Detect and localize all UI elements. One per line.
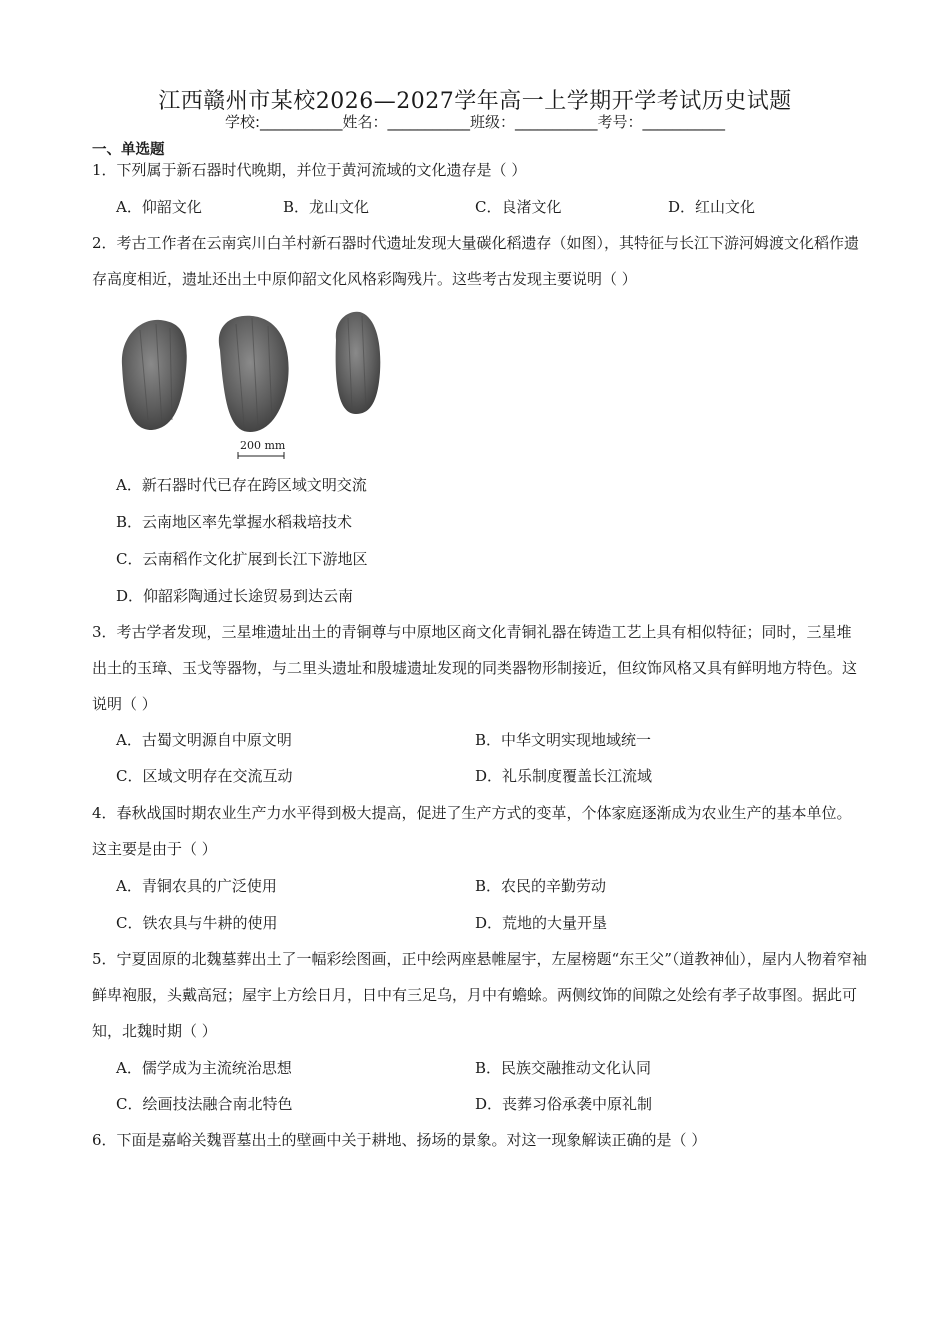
- q5-option-c: C．绘画技法融合南北特色: [116, 1095, 293, 1113]
- q3-option-a: A．古蜀文明源自中原文明: [116, 731, 292, 749]
- scale-label: 200 mm: [240, 439, 286, 452]
- question-3-stem: 3．考古学者发现，三星堆遗址出土的青铜尊与中原地区商文化青铜礼器在铸造工艺上具有相似特征；同时，三星堆出土的玉璋、玉戈等器物，与二里头遗址和殷墟遗址发现的同类器物形制接近，但纹饰风格又具有鲜明地方特色。这说明（ ）: [92, 623, 858, 713]
- q2-option-c: C．云南稻作文化扩展到长江下游地区: [116, 550, 368, 568]
- q3-option-b: B．中华文明实现地域统一: [475, 731, 652, 749]
- q4-option-d: D．荒地的大量开垦: [475, 914, 608, 932]
- question-5-stem: 5．宁夏固原的北魏墓葬出土了一幅彩绘图画，正中绘两座悬帷屋宇，左屋榜题“东王父”（道教神仙），屋内人物着窄袖鲜卑袍服，头戴高冠；屋宇上方绘日月，日中有三足乌，月中有蟾蜍。两侧纹饰的间隙之处绘有孝子故事图。据此可知，北魏时期（ ）: [92, 950, 867, 1040]
- question-1-stem: 1．下列属于新石器时代晚期，并位于黄河流域的文化遗存是（ ）: [92, 161, 527, 179]
- rice-grain-2: [219, 316, 289, 432]
- question-4-stem: 4．春秋战国时期农业生产力水平得到极大提高，促进了生产方式的变革，个体家庭逐渐成为农业生产的基本单位。这主要是由于（ ）: [92, 804, 852, 858]
- q5-option-a: A．儒学成为主流统治思想: [116, 1059, 292, 1077]
- q4-option-a: A．青铜农具的广泛使用: [116, 877, 277, 895]
- q4-option-c: C．铁农具与牛耕的使用: [116, 914, 278, 932]
- q5-option-d: D．丧葬习俗承袭中原礼制: [475, 1095, 653, 1113]
- q1-option-b: B．龙山文化: [283, 198, 370, 216]
- q4-option-b: B．农民的辛勤劳动: [475, 877, 607, 895]
- q2-option-a: A．新石器时代已存在跨区域文明交流: [116, 476, 367, 494]
- question-2-stem: 2．考古工作者在云南宾川白羊村新石器时代遗址发现大量碳化稻遗存（如图），其特征与长江下游河姆渡文化稻作遗存高度相近，遗址还出土中原仰韶文化风格彩陶残片。这些考古发现主要说明（ ）: [92, 234, 860, 288]
- student-info-line: 学校:___________姓名：___________班级：___________考号：___________: [224, 113, 726, 131]
- q1-option-c: C．良渚文化: [475, 198, 562, 216]
- q5-option-b: B．民族交融推动文化认同: [475, 1059, 652, 1077]
- q3-option-d: D．礼乐制度覆盖长江流域: [475, 767, 653, 785]
- question-6-stem: 6．下面是嘉峪关魏晋墓出土的壁画中关于耕地、扬场的景象。对这一现象解读正确的是（ ）: [92, 1131, 707, 1149]
- q2-option-d: D．仰韶彩陶通过长途贸易到达云南: [116, 587, 354, 605]
- q2-option-b: B．云南地区率先掌握水稻栽培技术: [116, 513, 353, 531]
- rice-grain-1: [122, 320, 187, 430]
- carbonized-rice-image: [112, 310, 402, 460]
- q3-option-c: C．区域文明存在交流互动: [116, 767, 293, 785]
- q1-option-d: D．红山文化: [668, 198, 756, 216]
- rice-grain-3: [336, 312, 381, 414]
- section-heading: 一、单选题: [92, 142, 165, 158]
- carbonized-rice-figure: [112, 310, 402, 460]
- q1-option-a: A．仰韶文化: [116, 198, 202, 216]
- page-title: 江西赣州市某校2026—2027学年高一上学期开学考试历史试题: [158, 89, 792, 114]
